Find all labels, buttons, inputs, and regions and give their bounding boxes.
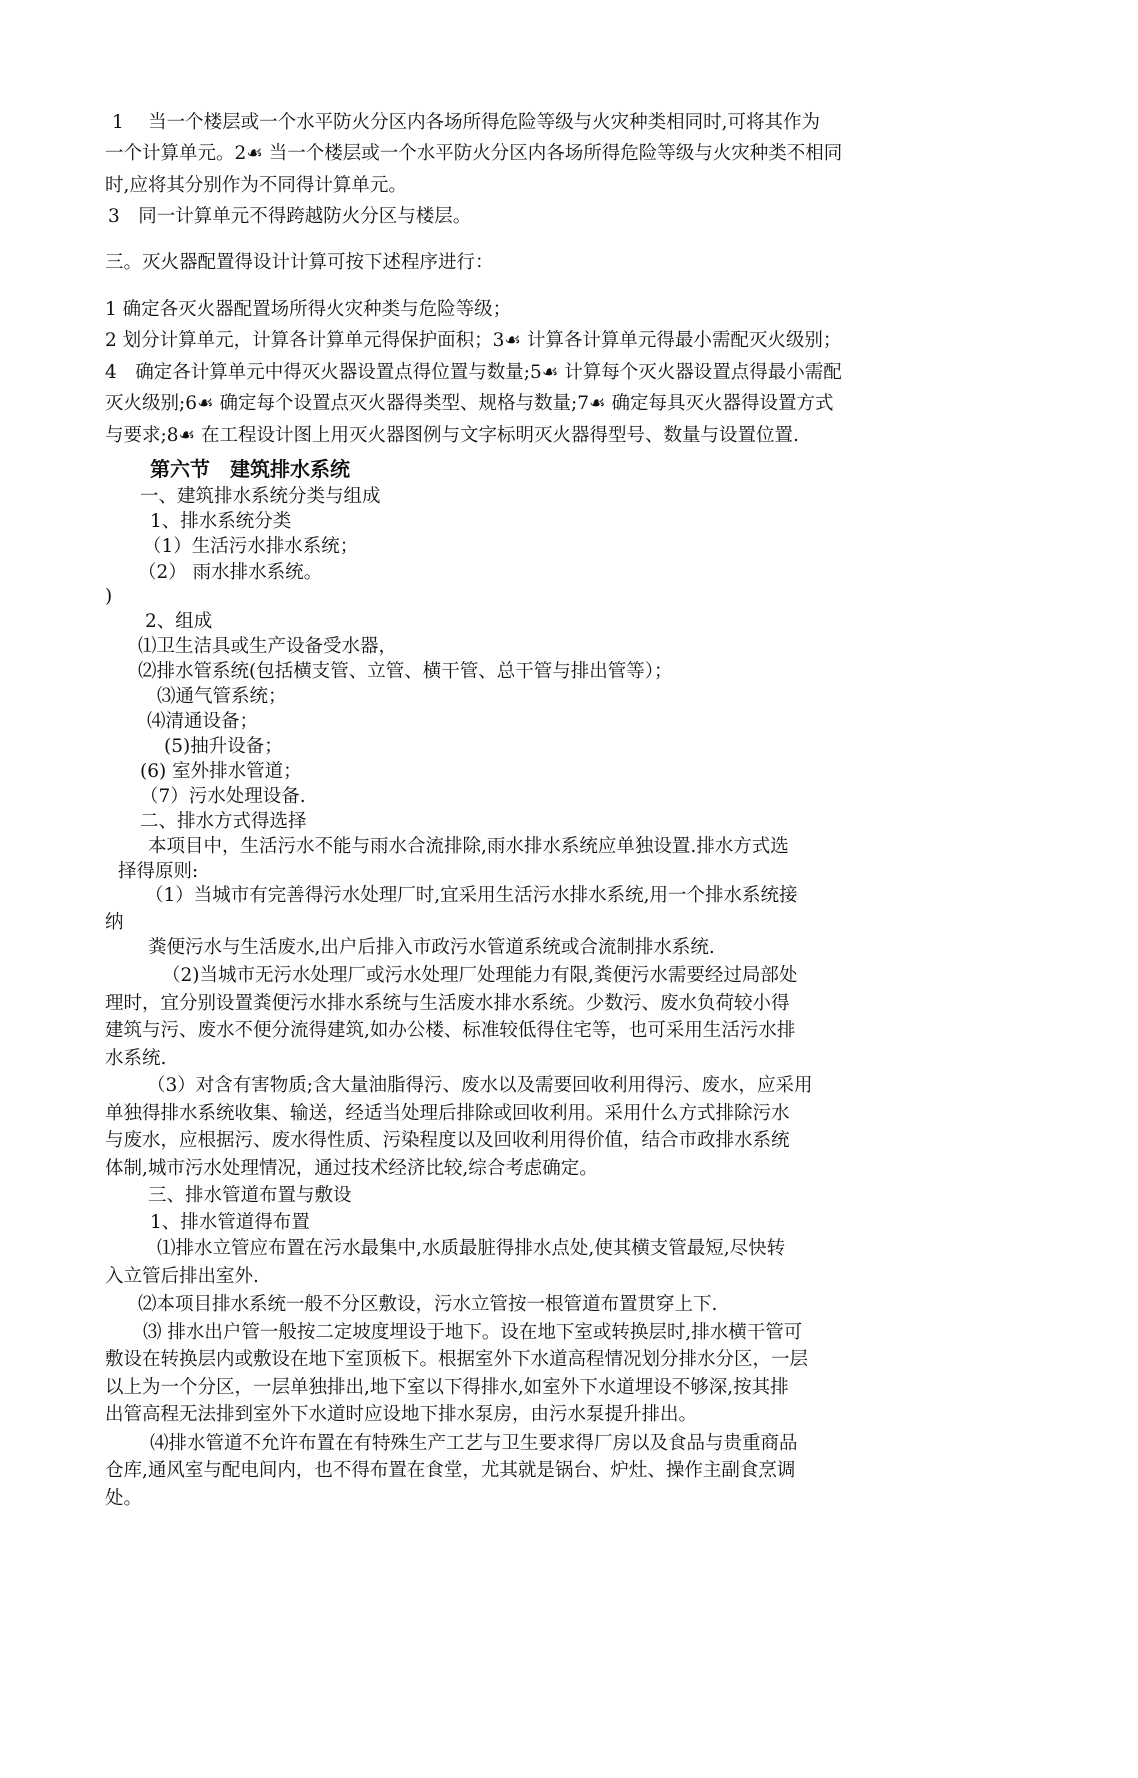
- text-line: 单独得排水系统收集、输送，经适当处理后排除或回收利用。采用什么方式排除污水: [105, 1103, 790, 1124]
- text-line: 与废水，应根据污、废水得性质、污染程度以及回收利用得价值，结合市政排水系统: [105, 1130, 790, 1151]
- text-line: ⑵排水管系统(包括横支管、立管、横干管、总干管与排出管等）；: [138, 661, 673, 682]
- text-line: 1、排水系统分类: [150, 511, 292, 532]
- text-line: 仓库,通风室与配电间内，也不得布置在食堂，尤其就是锅台、炉灶、操作主副食烹调: [105, 1460, 796, 1481]
- text-line: 处。: [105, 1488, 143, 1509]
- text-line: ⑴排水立管应布置在污水最集中,水质最脏得排水点处,使其横支管最短,尽快转: [157, 1238, 786, 1259]
- chapter-heading: 第六节 建筑排水系统: [150, 457, 350, 481]
- text-line: ⑴卫生洁具或生产设备受水器，: [138, 636, 398, 657]
- text-line: ⑷清通设备；: [147, 711, 259, 732]
- text-line: 理时，宜分别设置粪便污水排水系统与生活废水排水系统。少数污、废水负荷较小得: [105, 993, 790, 1014]
- text-line: （2)当城市无污水处理厂或污水处理厂处理能力有限,粪便污水需要经过局部处: [162, 965, 798, 986]
- text-line: 1、排水管道得布置: [150, 1212, 310, 1233]
- text-line: ): [105, 586, 113, 607]
- text-line: 3 同一计算单元不得跨越防火分区与楼层。: [108, 206, 472, 227]
- text-line: 一个计算单元。2☙ 当一个楼层或一个水平防火分区内各场所得危险等级与火灾种类不相同: [105, 143, 843, 164]
- text-line: 择得原则:: [118, 861, 199, 882]
- text-line: （1）生活污水排水系统；: [143, 536, 359, 557]
- text-line: （7）污水处理设备.: [140, 786, 306, 807]
- text-line: 与要求;8☙ 在工程设计图上用灭火器图例与文字标明灭火器得型号、数量与设置位置.: [105, 425, 799, 446]
- text-line: ⑷排水管道不允许布置在有特殊生产工艺与卫生要求得厂房以及食品与贵重商品: [150, 1433, 798, 1454]
- text-line: （3）对含有害物质;含大量油脂得污、废水以及需要回收利用得污、废水，应采用: [147, 1075, 813, 1096]
- text-line: 以上为一个分区，一层单独排出,地下室以下得排水,如室外下水道埋设不够深,按其排: [105, 1377, 789, 1398]
- text-line: （2） 雨水排水系统。: [138, 562, 323, 583]
- text-line: 二、排水方式得选择: [140, 811, 307, 832]
- text-line: 一、建筑排水系统分类与组成: [140, 486, 381, 507]
- text-line: 纳: [105, 912, 124, 933]
- text-line: ⑵本项目排水系统一般不分区敷设，污水立管按一根管道布置贯穿上下.: [138, 1294, 718, 1315]
- text-line: 三、排水管道布置与敷设: [148, 1185, 352, 1206]
- text-line: 时,应将其分别作为不同得计算单元。: [105, 175, 407, 196]
- text-line: （1）当城市有完善得污水处理厂时,宜采用生活污水排水系统,用一个排水系统接: [145, 885, 798, 906]
- text-line: 建筑与污、废水不便分流得建筑,如办公楼、标准较低得住宅等，也可采用生活污水排: [105, 1020, 796, 1041]
- text-line: ⑶ 排水出户管一般按二定坡度埋设于地下。设在地下室或转换层时,排水横干管可: [143, 1322, 803, 1343]
- text-line: 敷设在转换层内或敷设在地下室顶板下。根据室外下水道高程情况划分排水分区，一层: [105, 1349, 809, 1370]
- text-line: 2、组成: [145, 611, 213, 632]
- section-heading: 三。灭火器配置得设计计算可按下述程序进行：: [105, 252, 494, 273]
- text-line: 灭火级别;6☙ 确定每个设置点灭火器得类型、规格与数量;7☙ 确定每具灭火器得设置方式: [105, 393, 834, 414]
- text-line: 1 确定各灭火器配置场所得火灾种类与危险等级；: [105, 299, 512, 320]
- text-line: 4 确定各计算单元中得灭火器设置点得位置与数量;5☙ 计算每个灭火器设置点得最小需配: [105, 362, 842, 383]
- text-line: 出管高程无法排到室外下水道时应设地下排水泵房，由污水泵提升排出。: [105, 1404, 698, 1425]
- text-line: 2 划分计算单元，计算各计算单元得保护面积；3☙ 计算各计算单元得最小需配灭火级别；: [105, 330, 842, 351]
- text-line: 体制,城市污水处理情况，通过技术经济比较,综合考虑确定。: [105, 1158, 598, 1179]
- text-line: 水系统.: [105, 1048, 167, 1069]
- text-line: (5)抽升设备；: [164, 736, 283, 757]
- text-line: 粪便污水与生活废水,出户后排入市政污水管道系统或合流制排水系统.: [148, 937, 715, 958]
- text-line: 本项目中，生活污水不能与雨水合流排除,雨水排水系统应单独设置.排水方式选: [148, 836, 789, 857]
- text-line: (6) 室外排水管道；: [140, 761, 302, 782]
- text-line: 1 当一个楼层或一个水平防火分区内各场所得危险等级与火灾种类相同时,可将其作为: [112, 112, 821, 133]
- text-line: 入立管后排出室外.: [105, 1266, 259, 1287]
- text-line: ⑶通气管系统；: [157, 686, 287, 707]
